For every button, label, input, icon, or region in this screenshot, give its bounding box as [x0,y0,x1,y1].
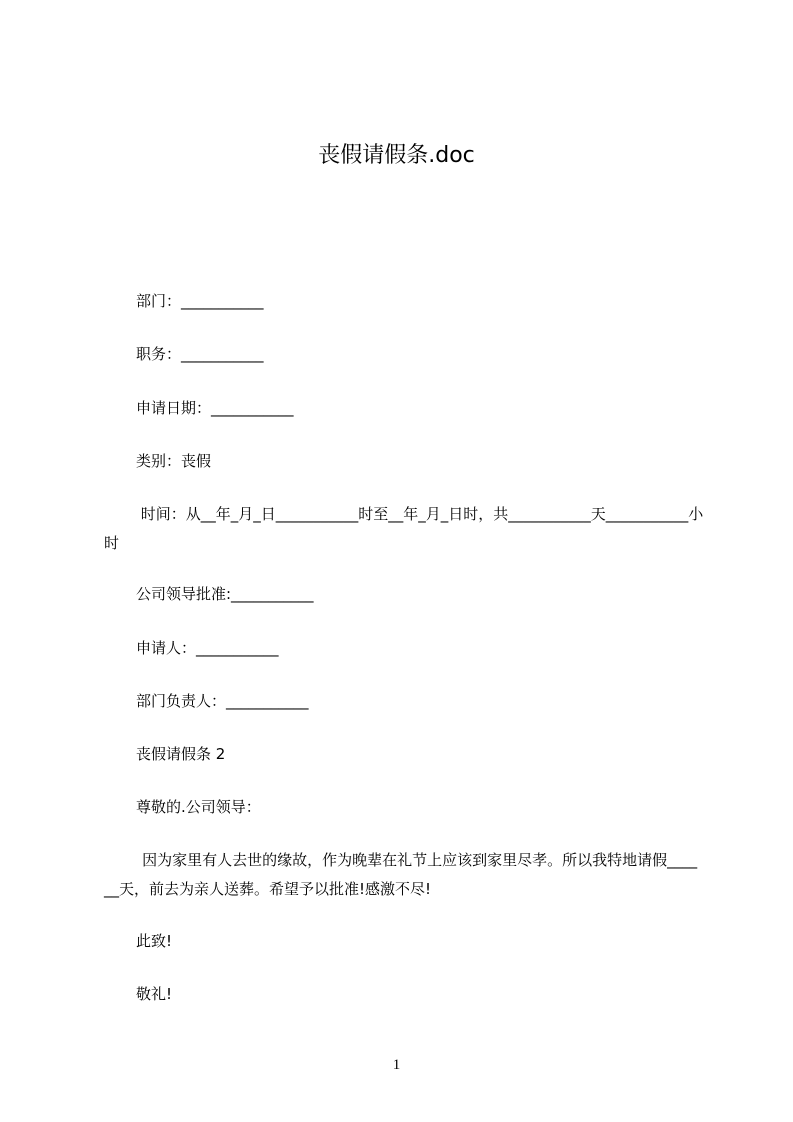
applicant-line: 申请人：___________ [136,639,279,657]
category-line: 类别：丧假 [136,452,212,470]
document-title: 丧假请假条.doc [318,143,475,168]
apply-date-line: 申请日期：___________ [136,399,294,417]
approval-line: 公司领导批准:___________ [136,585,314,603]
page-number: 1 [392,1057,401,1073]
time-line: 时间：从__年_月_日___________时至__年_月_日时，共___________天___________小时 [104,505,704,552]
salutation-line: 尊敬的.公司领导： [136,798,261,816]
body-paragraph: 因为家里有人去世的缘故，作为晚辈在礼节上应该到家里尽孝。所以我特地请假______天，前去为亲人送葬。希望予以批准!感激不尽! [104,851,698,898]
closing-line-2: 敬礼! [136,985,173,1003]
section2-title: 丧假请假条 2 [136,745,226,763]
closing-line-1: 此致! [136,932,173,950]
position-line: 职务：___________ [136,345,264,363]
dept-head-line: 部门负责人：___________ [136,692,309,710]
department-line: 部门：___________ [136,292,264,310]
